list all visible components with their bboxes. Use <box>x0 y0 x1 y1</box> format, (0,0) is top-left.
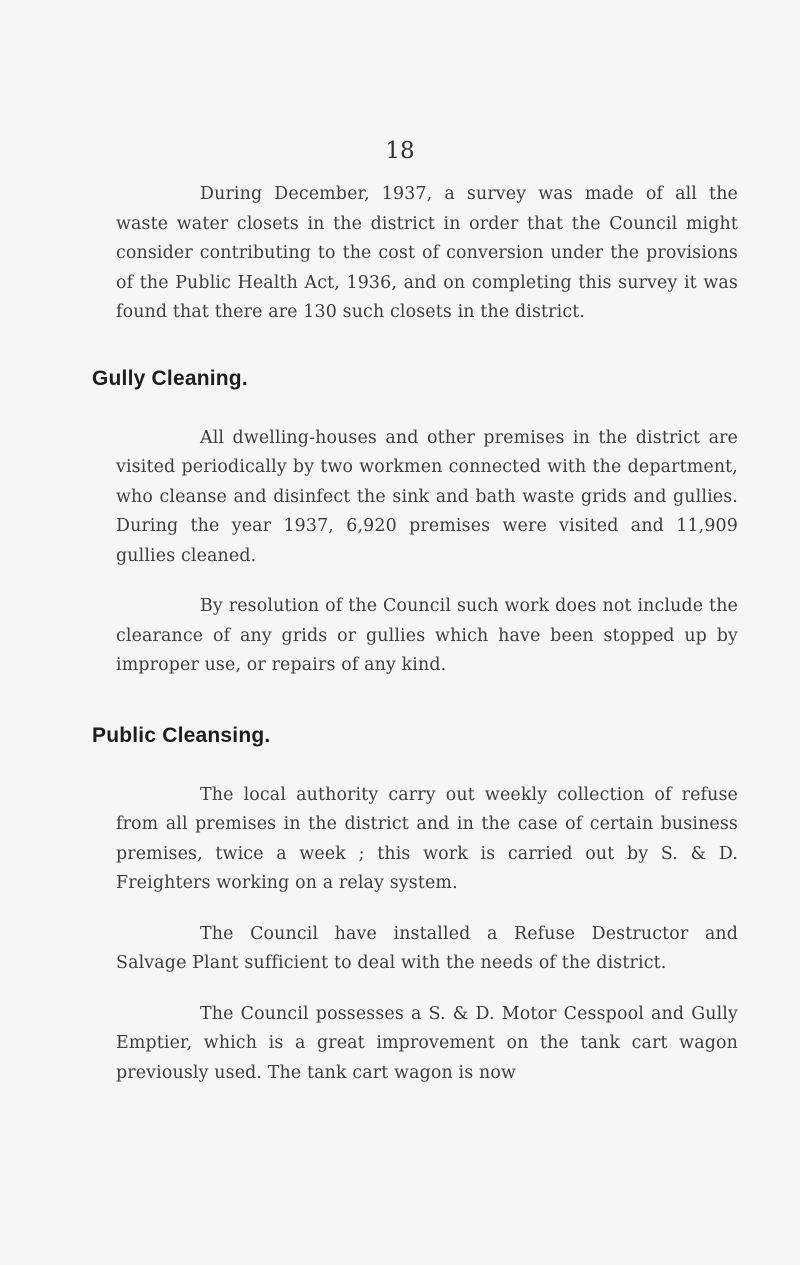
gully-cleaning-heading: Gully Cleaning. <box>92 366 248 390</box>
document-body <box>92 180 738 1088</box>
page-number: 18 <box>385 138 415 164</box>
public-cleansing-paragraph-1: The local authority carry out weekly collection of refuse from all premises in the district and in the case of certain business premises, twice a week ; this work is carried out by S. & D. Freighters working on a relay system. <box>116 784 738 893</box>
gully-cleaning-paragraph-2: By resolution of the Council such work does not include the clearance of any grids or gullies which have been stopped up by improper use, or repairs of any kind. <box>116 596 738 675</box>
intro-paragraph: During December, 1937, a survey was made of all the waste water closets in the district in order that the Council might consider contributing to the cost of conversion under the provisions of the Public Health Act, 1936, and on completing this survey it was found that there are 130 such closets in the district. <box>116 184 738 322</box>
public-cleansing-heading: Public Cleansing. <box>92 723 271 747</box>
gully-cleaning-paragraph-1: All dwelling-houses and other premises in the district are visited periodically by two workmen connected with the department, who cleanse and disinfect the sink and bath waste grids and gullies. During the year 1937, 6,920 premises were visited and 11,909 gullies cleaned. <box>116 427 738 566</box>
public-cleansing-paragraph-3: The Council possesses a S. & D. Motor Cesspool and Gully Emptier, which is a great improvement on the tank cart wagon previously used. The tank cart wagon is now <box>116 1003 738 1083</box>
public-cleansing-paragraph-2: The Council have installed a Refuse Destructor and Salvage Plant sufficient to deal with the needs of the district. <box>116 923 738 973</box>
